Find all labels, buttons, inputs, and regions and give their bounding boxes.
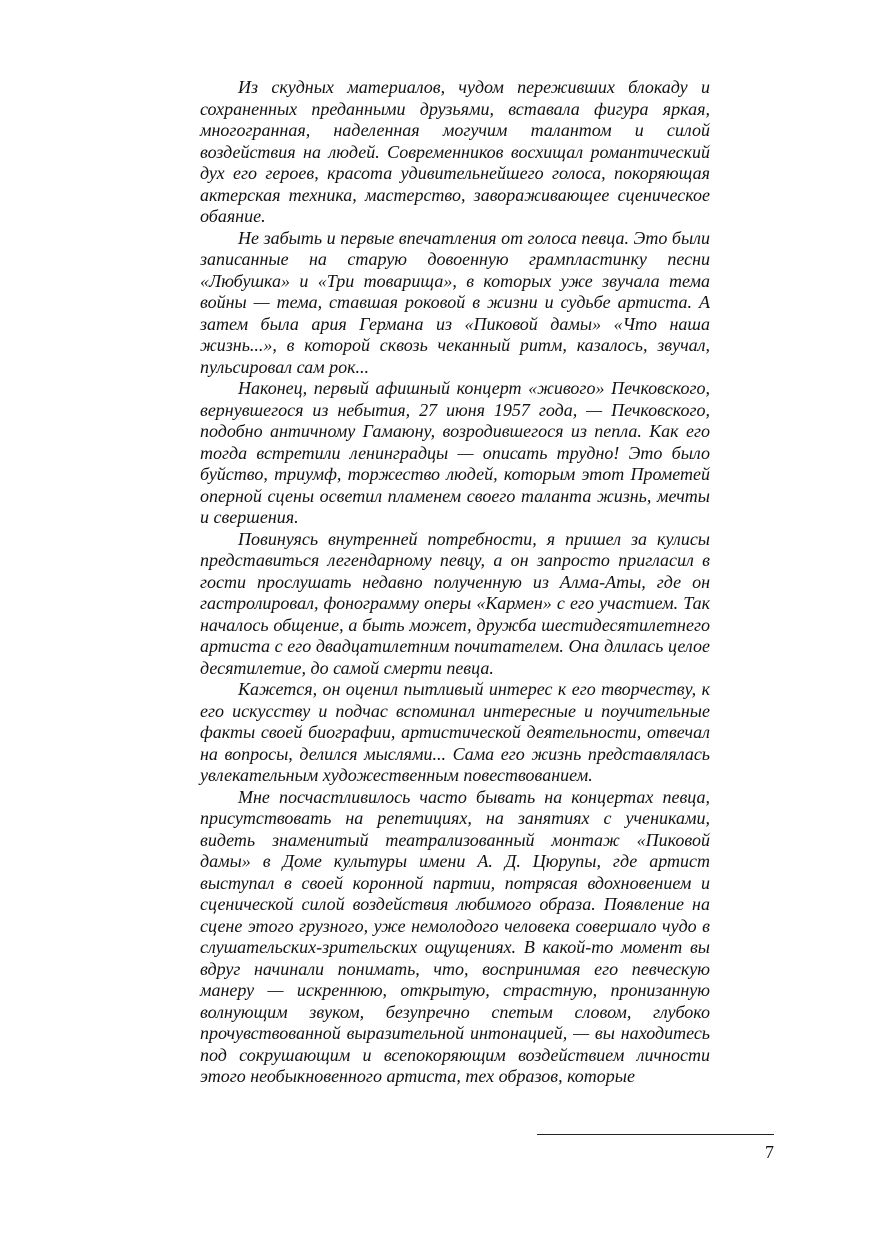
paragraph-6: Мне посчастливилось часто бывать на концертах певца, присутствовать на репетициях, на занятиях с учениками, видеть знаменитый театрализованный монтаж «Пиковой дамы» в Доме культуры имени А. Д. Цюрупы, где артист выступал в своей коронной партии, потрясая вдохновением и сценической силой воздействия любимого образа. Появление на сцене этого грузного, уже немолодого человека совершало чудо в слушательских-зрительских ощущениях. В какой-то момент вы вдруг начинали понимать, что, воспринимая его певческую манеру — искреннюю, открытую, страстную, пронизанную волнующим звуком, безупречно спетым словом, глубоко прочувствованной выразительной интонацией, — вы находитесь под сокрушающим и всепокоряющим воздействием личности этого необыкновенного артиста, тех образов, которые [200,786,710,1086]
paragraph-3: Наконец, первый афишный концерт «живого» Печковского, вернувшегося из небытия, 27 июня 1957 года, — Печковского, подобно античному Гамаюну, возродившегося из пепла. Как его тогда встретили ленинградцы — описать трудно! Это было буйство, триумф, торжество людей, которым этот Прометей оперной сцены осветил пламенем своего таланта жизнь, мечты и свершения. [200,378,710,527]
paragraph-1: Из скудных материалов, чудом переживших блокаду и сохраненных преданными друзьями, вставала фигура яркая, многогранная, наделенная могучим талантом и силой воздействия на людей. Современников восхищал романтический дух его героев, красота удивительнейшего голоса, покоряющая актерская техника, мастерство, завораживающее сценическое обаяние. [200,77,710,226]
footer-rule [537,1134,774,1135]
paragraph-2: Не забыть и первые впечатления от голоса певца. Это были записанные на старую довоенную грампластинку песни «Любушка» и «Три товарища», в которых уже звучала тема войны — тема, ставшая роковой в жизни и судьбе артиста. А затем была ария Германа из «Пиковой дамы» «Что наша жизнь...», в которой сквозь чеканный ритм, казалось, звучал, пульсировал сам рок... [200,227,710,377]
page-number: 7 [765,1142,774,1162]
paragraph-4: Повинуясь внутренней потребности, я пришел за кулисы представиться легендарному певцу, а он запросто пригласил в гости прослушать недавно полученную из Алма-Аты, где он гастролировал, фонограмму оперы «Кармен» с его участием. Так началось общение, а быть может, дружба шестидесятилетнего артиста с его двадцатилетним почитателем. Она длилась целое десятилетие, до самой смерти певца. [200,528,710,678]
paragraph-5: Кажется, он оценил пытливый интерес к его творчеству, к его искусству и подчас вспоминал интересные и поучительные факты своей биографии, артистической деятельности, отвечал на вопросы, делился мыслями... Сама его жизнь представлялась увлекательным художественным повествованием. [200,679,710,785]
body-text [200,77,710,1088]
